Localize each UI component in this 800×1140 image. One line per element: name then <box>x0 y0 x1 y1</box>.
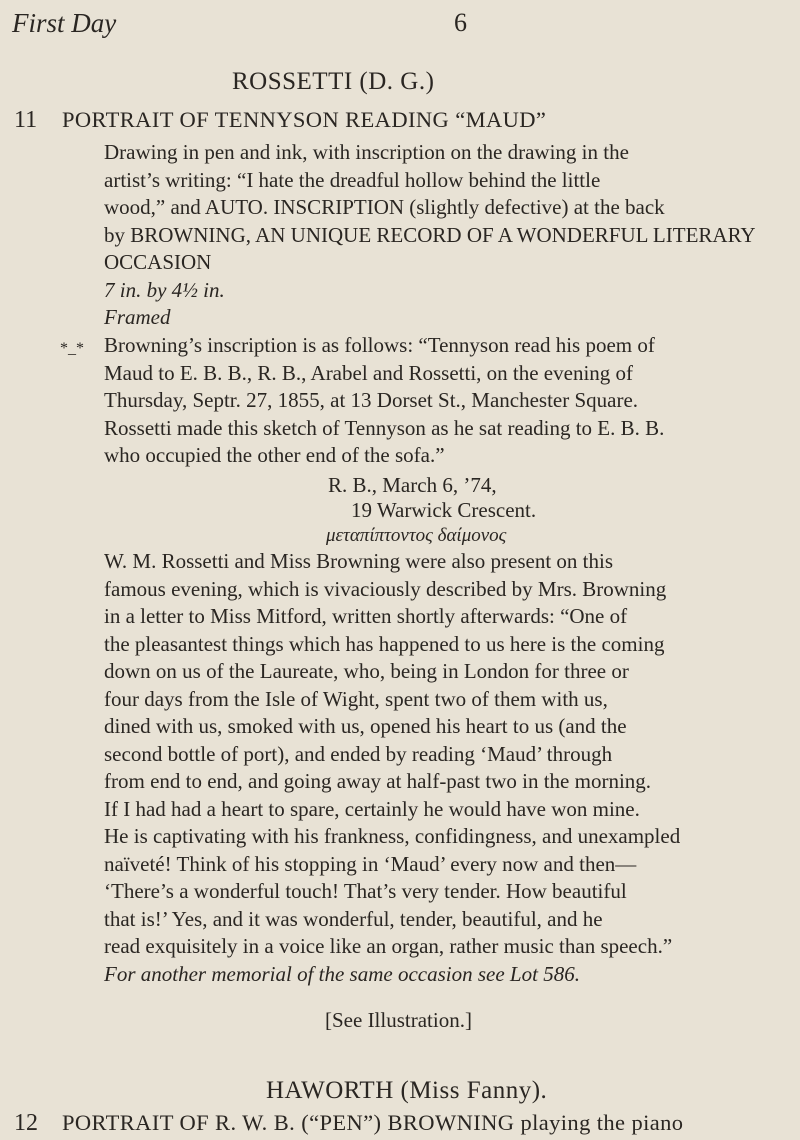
page-header <box>12 8 770 48</box>
greek-motto: μεταπίπτοντος δαίμονος <box>326 525 507 546</box>
description-line: wood,” and AUTO. INSCRIPTION (slightly defective) at the back <box>104 195 665 219</box>
note-line: If I had had a heart to spare, certainly he would have won mine. <box>104 796 640 821</box>
signature-address: 19 Warwick Crescent. <box>351 498 537 522</box>
note-line: second bottle of port), and ended by reading ‘Maud’ through <box>104 741 613 766</box>
note-line: who occupied the other end of the sofa.” <box>104 443 445 467</box>
note-line: Maud to E. B. B., R. B., Arabel and Rossetti, on the evening of <box>104 360 634 385</box>
illustration-reference: [See Illustration.] <box>325 1008 472 1032</box>
note-line: read exquisitely in a voice like an organ, rather music than speech.” <box>104 934 673 958</box>
note-line: naïveté! Think of his stopping in ‘Maud’ every now and then— <box>104 851 637 876</box>
lot11-description <box>104 139 764 332</box>
description-line: artist’s writing: “I hate the dreadful hollow behind the little <box>104 167 601 192</box>
note-line: famous evening, which is vivaciously described by Mrs. Browning <box>104 576 667 601</box>
note-line: that is!’ Yes, and it was wonderful, tender, beautiful, and he <box>104 906 603 931</box>
note-line: four days from the Isle of Wight, spent two of them with us, <box>104 686 608 711</box>
asterism: *_* <box>60 340 84 357</box>
note-line: Browning’s inscription is as follows: “Tennyson read his poem of <box>104 333 655 357</box>
lot-size: 7 in. by 4½ in. <box>104 277 225 302</box>
lot-number: 12 <box>14 1110 38 1136</box>
note-line: Rossetti made this sketch of Tennyson as he sat reading to E. B. B. <box>104 415 665 440</box>
description-line: Drawing in pen and ink, with inscription on the drawing in the <box>104 140 629 164</box>
note-line: W. M. Rossetti and Miss Browning were also present on this <box>104 549 614 573</box>
framed-note: Framed <box>104 305 171 329</box>
memorial-reference: For another memorial of the same occasion see Lot 586. <box>104 961 580 986</box>
note-line: down on us of the Laureate, who, being in London for three or <box>104 659 629 683</box>
browning-inscription <box>104 332 774 470</box>
lot12-author: HAWORTH (Miss Fanny). <box>266 1077 548 1104</box>
note-line: from end to end, and going away at half-past two in the morning. <box>104 769 652 793</box>
lot-title: PORTRAIT OF R. W. B. (“PEN”) BROWNING playing the piano <box>62 1110 684 1135</box>
page-number: 6 <box>454 8 467 37</box>
day-heading: First Day <box>12 8 117 38</box>
note-line: ‘There’s a wonderful touch! That’s very tender. How beautiful <box>104 879 627 903</box>
description-line: by BROWNING, AN UNIQUE RECORD OF A WONDERFUL LITERARY <box>104 222 756 247</box>
description-line: OCCASION <box>104 250 212 274</box>
signature-date: R. B., March 6, ’74, <box>328 473 497 497</box>
mitford-letter-note <box>104 548 774 988</box>
note-line: in a letter to Miss Mitford, written shortly afterwards: “One of <box>104 604 628 628</box>
note-line: dined with us, smoked with us, opened his heart to us (and the <box>104 714 627 738</box>
lot-number: 11 <box>14 107 38 133</box>
note-line: Thursday, Septr. 27, 1855, at 13 Dorset St., Manchester Square. <box>104 388 639 412</box>
note-line: the pleasantest things which has happened to us here is the coming <box>104 631 665 656</box>
lot11-author: ROSSETTI (D. G.) <box>232 68 435 95</box>
lot-title: PORTRAIT OF TENNYSON READING “MAUD” <box>62 107 547 132</box>
note-line: He is captivating with his frankness, confidingness, and unexampled <box>104 824 681 848</box>
